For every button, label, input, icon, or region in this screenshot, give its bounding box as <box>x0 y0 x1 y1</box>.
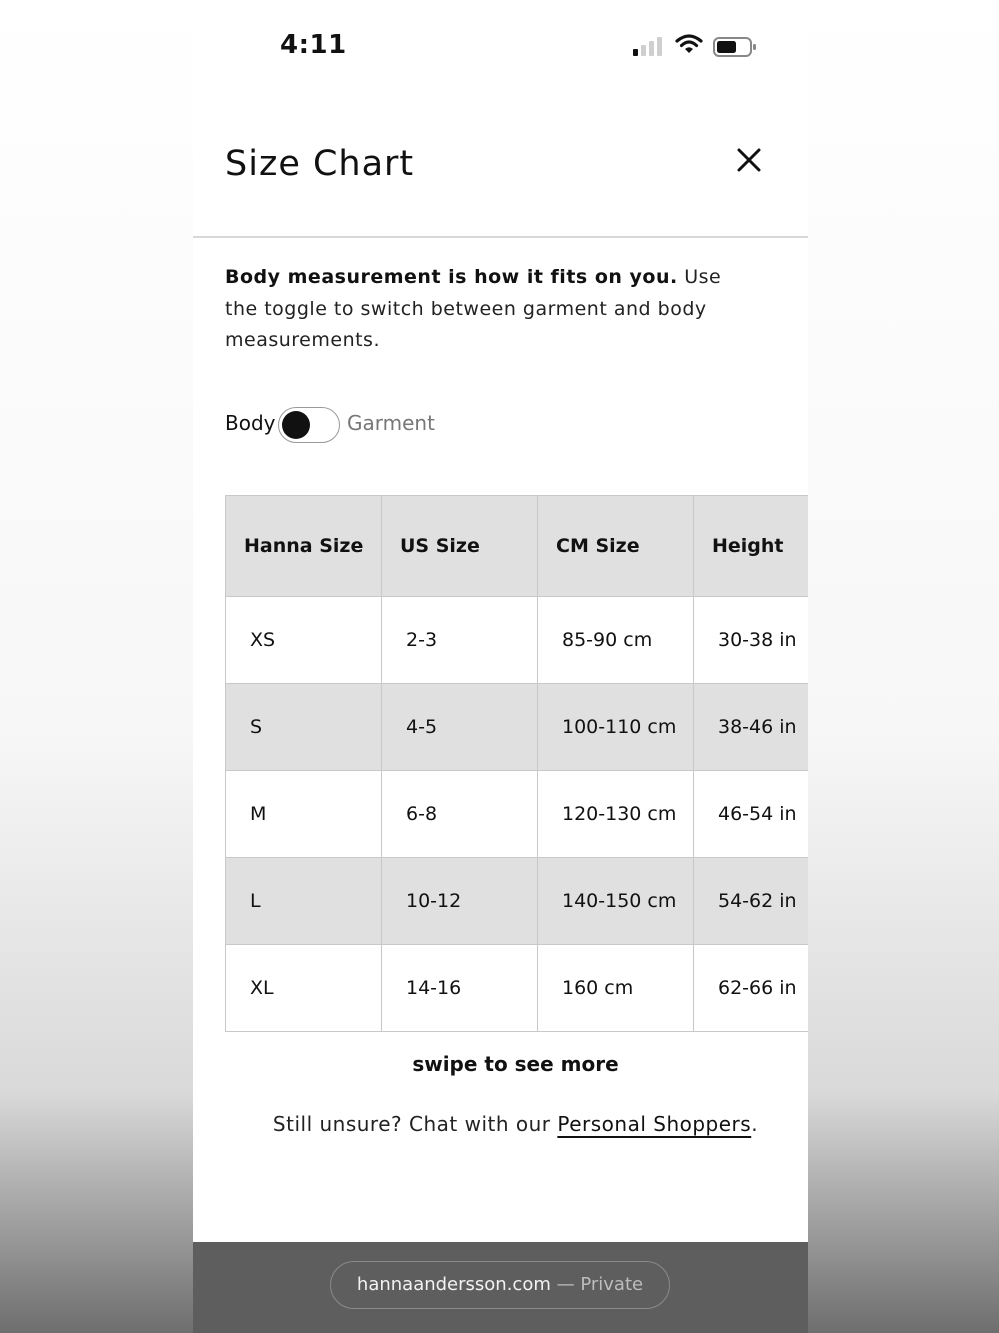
help-text <box>193 1112 808 1136</box>
toggle-knob <box>282 411 310 439</box>
battery-icon <box>713 36 757 58</box>
table-cell: XS <box>226 597 382 684</box>
table-cell: XL <box>226 945 382 1032</box>
table-cell: 120-130 cm <box>538 771 694 858</box>
table-cell: 160 cm <box>538 945 694 1032</box>
table-cell: 54-62 in <box>694 858 809 945</box>
header-us-size: US Size <box>382 496 538 597</box>
table-cell: 14-16 <box>382 945 538 1032</box>
header-cm-size: CM Size <box>538 496 694 597</box>
personal-shoppers-link[interactable]: Personal Shoppers <box>557 1112 752 1136</box>
table-cell: 2-3 <box>382 597 538 684</box>
measurement-toggle[interactable] <box>278 407 340 443</box>
table-row <box>226 945 809 1032</box>
phone-screen <box>193 0 808 1333</box>
table-row <box>226 858 809 945</box>
address-bar[interactable] <box>330 1261 670 1309</box>
table-cell: 140-150 cm <box>538 858 694 945</box>
intro-bold-text: Body measurement is how it fits on you. <box>225 266 678 288</box>
modal-title: Size Chart <box>225 144 415 184</box>
table-cell: 46-54 in <box>694 771 809 858</box>
table-cell: M <box>226 771 382 858</box>
toggle-label-garment[interactable]: Garment <box>347 411 435 435</box>
table-cell: 85-90 cm <box>538 597 694 684</box>
cellular-signal-icon <box>633 36 665 56</box>
header-height: Height <box>694 496 809 597</box>
size-table-scroll[interactable] <box>225 495 808 1035</box>
wifi-icon <box>675 33 703 55</box>
toggle-label-body[interactable]: Body <box>225 411 276 435</box>
table-cell: 38-46 in <box>694 684 809 771</box>
table-cell: 4-5 <box>382 684 538 771</box>
table-header-row <box>226 496 809 597</box>
address-domain: hannaandersson.com <box>356 1274 551 1295</box>
measurement-toggle-row <box>225 405 525 445</box>
table-cell: L <box>226 858 382 945</box>
header-hanna-size: Hanna Size <box>226 496 382 597</box>
browser-bottom-bar <box>193 1242 808 1333</box>
size-table <box>225 495 808 1032</box>
close-icon[interactable] <box>733 144 765 176</box>
modal-header <box>193 90 808 238</box>
table-cell: 10-12 <box>382 858 538 945</box>
table-row <box>226 684 809 771</box>
table-row <box>226 597 809 684</box>
swipe-hint: swipe to see more <box>412 1052 619 1076</box>
status-time: 4:11 <box>280 30 347 60</box>
help-prefix: Still unsure? Chat with our <box>272 1112 558 1136</box>
intro-text <box>225 262 745 357</box>
table-row <box>226 771 809 858</box>
status-bar <box>193 0 808 90</box>
table-cell: 30-38 in <box>694 597 809 684</box>
intro-rest-text: Use the toggle to switch between garment and body measurements. <box>225 266 722 351</box>
help-suffix: . <box>751 1112 759 1136</box>
table-cell: 62-66 in <box>694 945 809 1032</box>
table-cell: 6-8 <box>382 771 538 858</box>
table-cell: 100-110 cm <box>538 684 694 771</box>
private-mode-label: — Private <box>550 1274 644 1295</box>
table-cell: S <box>226 684 382 771</box>
